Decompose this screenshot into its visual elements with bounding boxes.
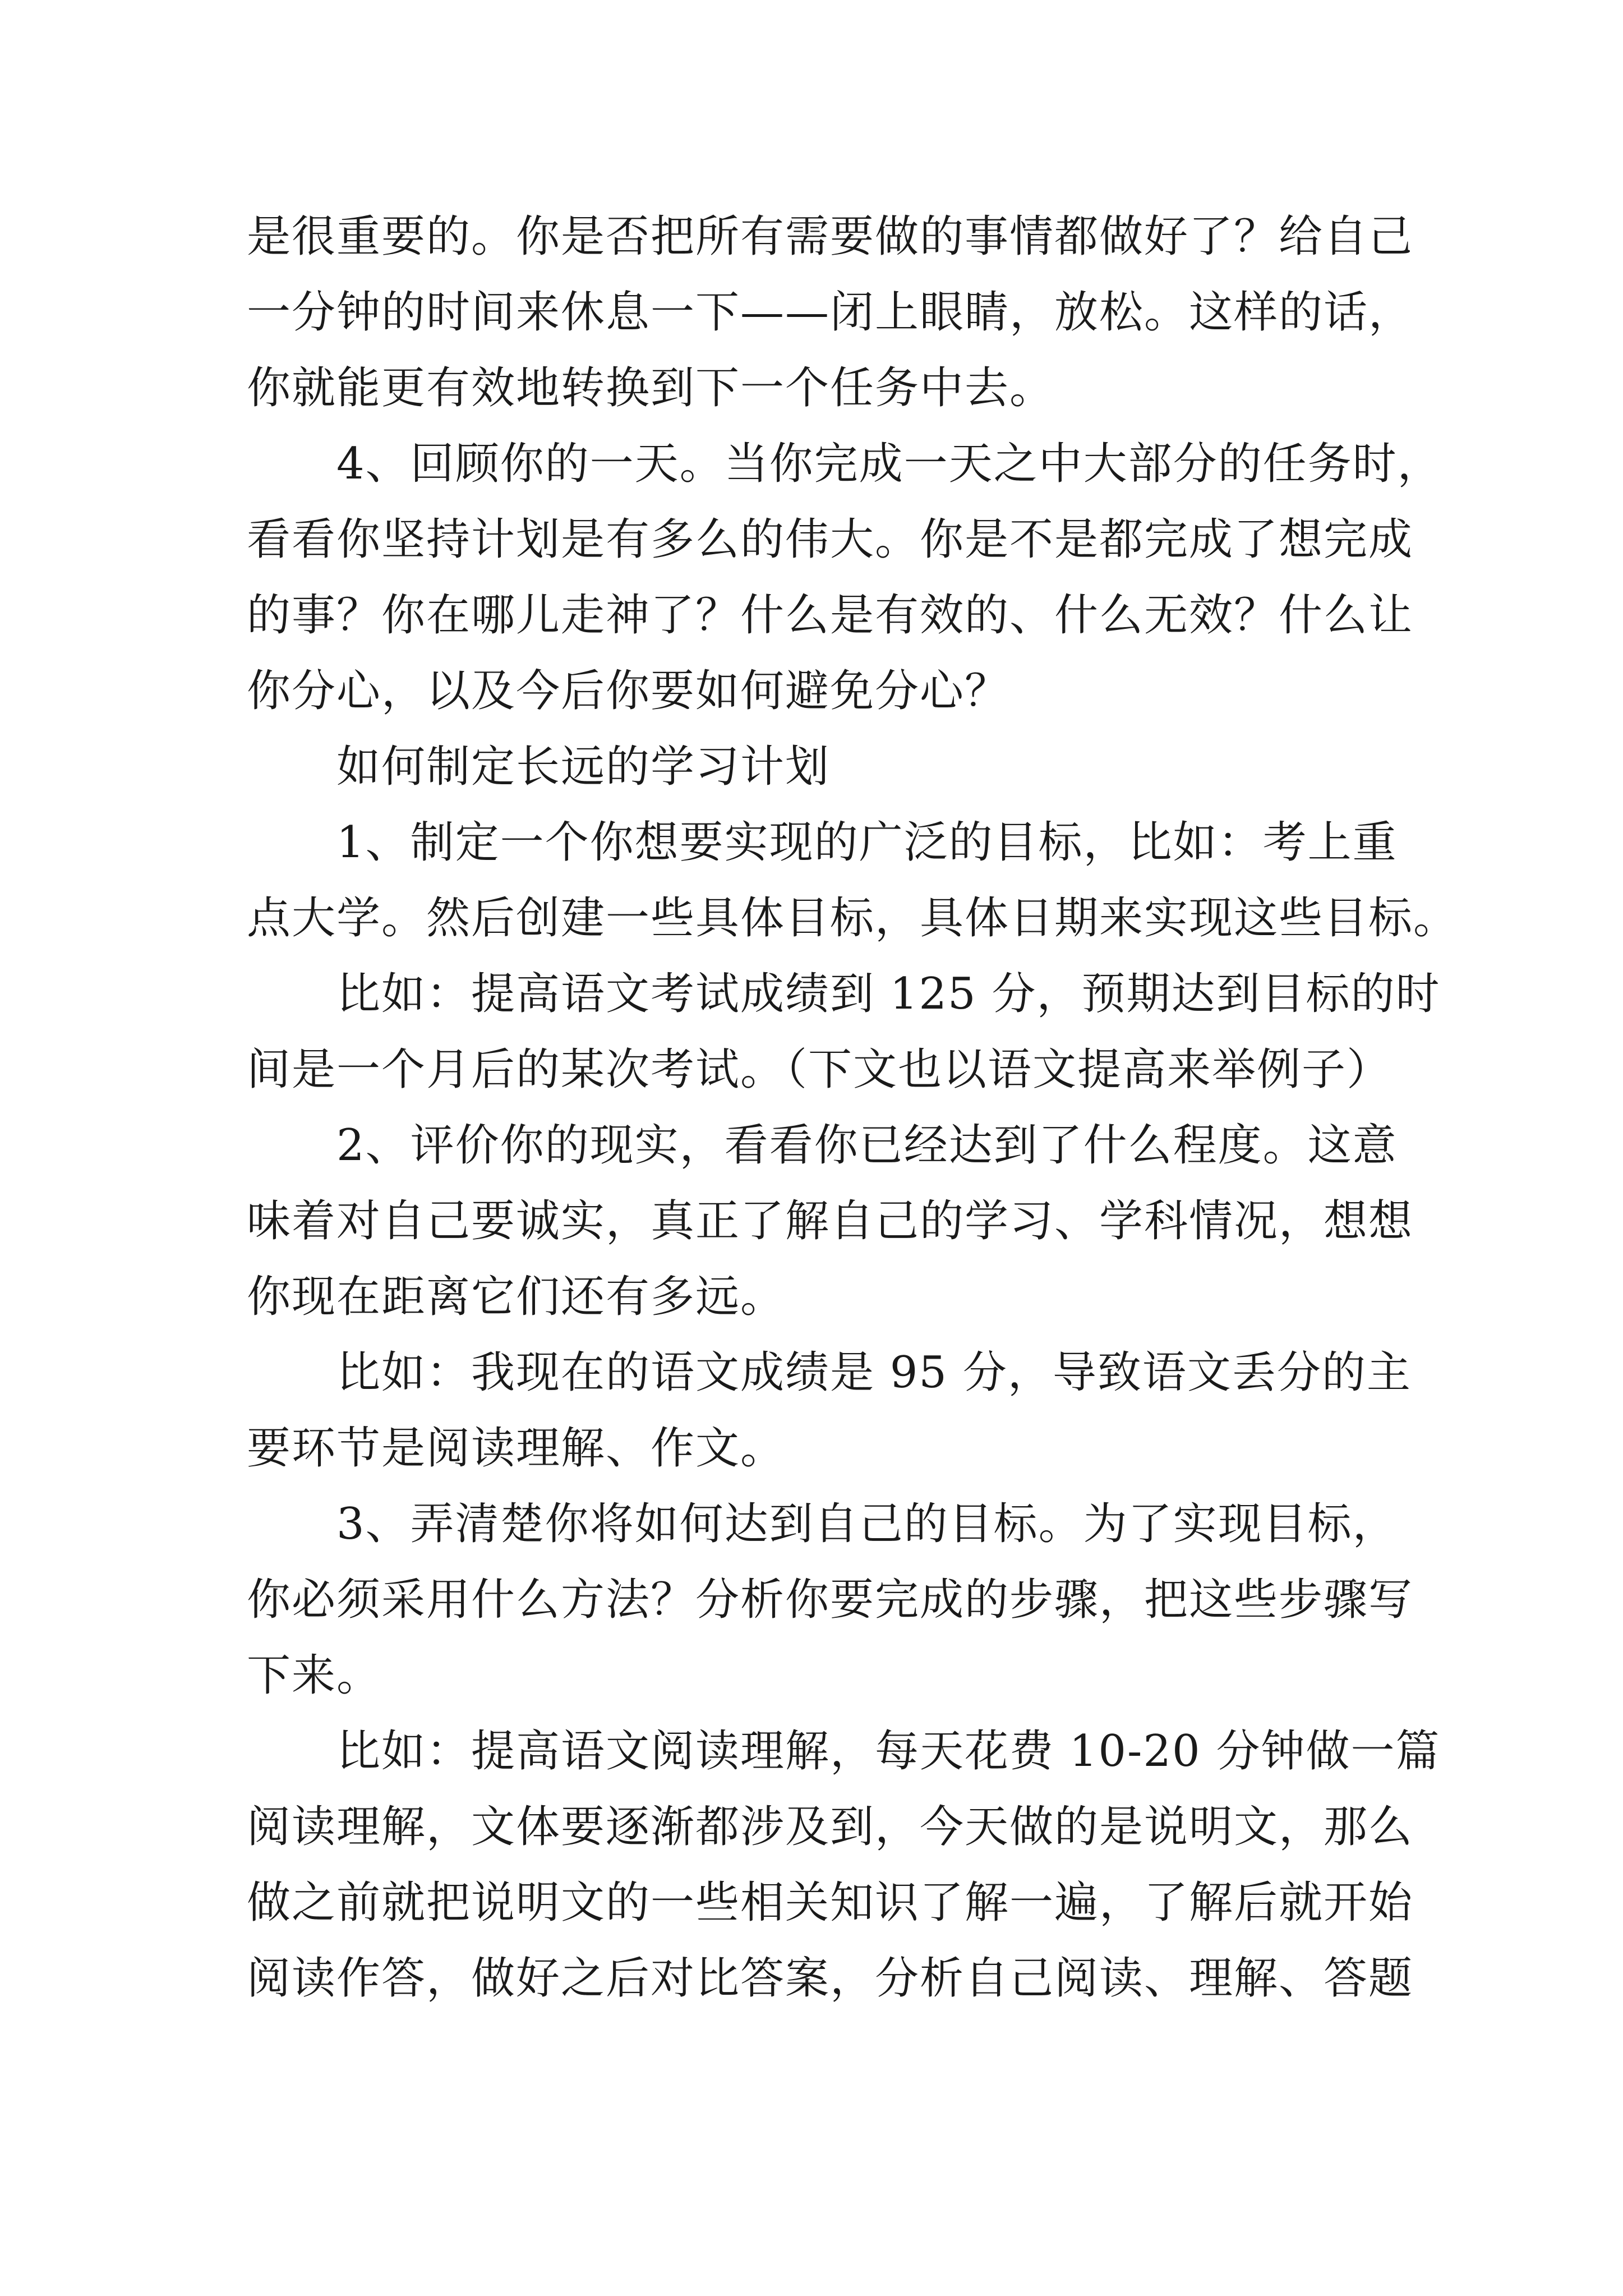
text-line: 1、制定一个你想要实现的广泛的目标，比如：考上重 [336, 817, 1398, 868]
text-line: 4、回顾你的一天。当你完成一天之中大部分的任务时， [336, 439, 1442, 489]
text-line: 的事？你在哪儿走神了？什么是有效的、什么无效？什么让 [247, 590, 1414, 641]
text-line: 2、评价你的现实，看看你已经达到了什么程度。这意 [336, 1120, 1398, 1171]
text-line: 是很重要的。你是否把所有需要做的事情都做好了？给自己 [247, 211, 1414, 262]
text-line: 阅读理解，文体要逐渐都涉及到，今天做的是说明文，那么 [247, 1802, 1414, 1852]
text-line: 间是一个月后的某次考试。（下文也以语文提高来举例子） [247, 1045, 1392, 1095]
section-heading: 如何制定长远的学习计划 [336, 742, 831, 792]
text-line: 下来。 [247, 1650, 382, 1701]
text-line: 看看你坚持计划是有多么的伟大。你是不是都完成了想完成 [247, 514, 1414, 565]
text-line: 比如：提高语文考试成绩到 125 分，预期达到目标的时 [336, 969, 1441, 1019]
text-line: 一分钟的时间来休息一下——闭上眼睛，放松。这样的话， [247, 287, 1414, 338]
text-line: 比如：提高语文阅读理解，每天花费 10-20 分钟做一篇 [336, 1726, 1441, 1777]
text-line: 你分心，以及今后你要如何避免分心？ [247, 666, 1010, 716]
text-line: 阅读作答，做好之后对比答案，分析自己阅读、理解、答题 [247, 1953, 1414, 2004]
text-line: 要环节是阅读理解、作文。 [247, 1423, 786, 1474]
text-line: 你必须采用什么方法？分析你要完成的步骤，把这些步骤写 [247, 1575, 1414, 1625]
body-text [247, 199, 1459, 2017]
text-line: 比如：我现在的语文成绩是 95 分，导致语文丢分的主 [336, 1347, 1412, 1398]
text-line: 点大学。然后创建一些具体目标，具体日期来实现这些目标。 [247, 893, 1459, 944]
text-line: 做之前就把说明文的一些相关知识了解一遍，了解后就开始 [247, 1878, 1414, 1928]
text-line: 你就能更有效地转换到下一个任务中去。 [247, 363, 1055, 413]
text-line: 味着对自己要诚实，真正了解自己的学习、学科情况，想想 [247, 1196, 1414, 1246]
text-line: 你现在距离它们还有多远。 [247, 1272, 786, 1322]
text-line: 3、弄清楚你将如何达到自己的目标。为了实现目标， [336, 1499, 1398, 1549]
